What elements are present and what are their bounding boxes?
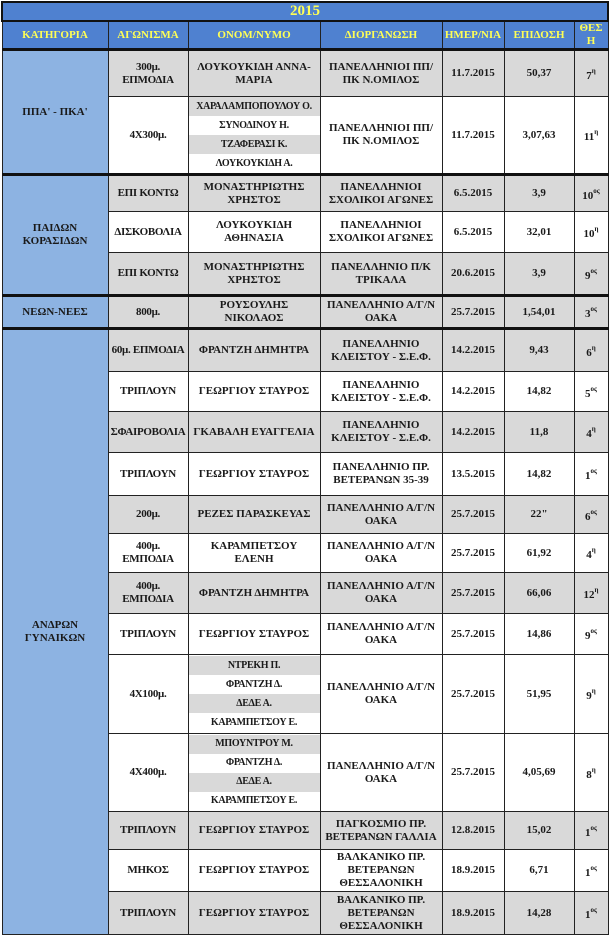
place-suffix: ος — [590, 906, 597, 914]
event-cell: 400μ. ΕΜΠΟΔΙΑ — [108, 534, 188, 573]
event-cell: 4Χ100μ. — [108, 655, 188, 734]
meet-cell: ΠΑΓΚΟΣΜΙΟ ΠΡ. ΒΕΤΕΡΑΝΩΝ ΓΑΛΛΙΑ — [320, 812, 442, 850]
date-cell: 25.7.2015 — [442, 296, 504, 329]
place-number: 10 — [582, 189, 594, 202]
date-cell: 25.7.2015 — [442, 734, 504, 812]
athlete-name-cell: ΓΕΩΡΓΙΟΥ ΣΤΑΥΡΟΣ — [188, 453, 320, 496]
relay-runner-name: ΦΡΑΝΤΖΗ Δ. — [189, 675, 320, 694]
result-cell: 3,07,63 — [504, 97, 574, 175]
event-cell: 800μ. — [108, 296, 188, 329]
date-cell: 11.7.2015 — [442, 50, 504, 97]
athlete-name-cell: ΓΕΩΡΓΙΟΥ ΣΤΑΥΡΟΣ — [188, 812, 320, 850]
place-number: 9 — [585, 269, 591, 282]
relay-names-cell — [188, 97, 320, 175]
header-place: ΘΕΣΗ — [574, 21, 608, 50]
result-cell: 15,02 — [504, 812, 574, 850]
result-cell: 9,43 — [504, 329, 574, 372]
place-number: 11 — [583, 131, 595, 143]
date-cell: 25.7.2015 — [442, 614, 504, 655]
result-cell: 14,86 — [504, 614, 574, 655]
place-number: 3 — [585, 308, 591, 320]
place-suffix: η — [591, 546, 596, 554]
result-cell: 61,92 — [504, 534, 574, 573]
meet-cell: ΠΑΝΕΛΛΗΝΙΟΙ ΣΧΟΛΙΚΟΙ ΑΓΩΝΕΣ — [320, 175, 442, 212]
athlete-name-cell: ΦΡΑΝΤΖΗ ΔΗΜΗΤΡΑ — [188, 329, 320, 372]
meet-cell: ΠΑΝΕΛΛΗΝΙΟ Α/Γ/Ν ΟΑΚΑ — [320, 573, 442, 614]
header-result: ΕΠΙΔΟΣΗ — [504, 21, 574, 50]
place-suffix: η — [591, 343, 596, 352]
place-cell — [574, 329, 608, 372]
relay-runner-name: ΧΑΡΑΛΑΜΠΟΠΟΥΛΟΥ Ο. — [189, 97, 320, 116]
result-cell: 6,71 — [504, 850, 574, 892]
header-category: ΚΑΤΗΓΟΡΙΑ — [2, 21, 108, 50]
result-cell: 1,54,01 — [504, 296, 574, 329]
event-cell: ΤΡΙΠΛΟΥΝ — [108, 453, 188, 496]
event-cell: ΤΡΙΠΛΟΥΝ — [108, 812, 188, 850]
relay-runner-name: ΔΕΔΕ Α. — [189, 694, 320, 713]
category-cell: ΠΑΙΔΩΝ ΚΟΡΑΣΙΔΩΝ — [2, 175, 108, 296]
results-table — [1, 1, 609, 935]
place-cell — [574, 850, 608, 892]
date-cell: 25.7.2015 — [442, 573, 504, 614]
meet-cell: ΒΑΛΚΑΝΙΚΟ ΠΡ. ΒΕΤΕΡΑΝΩΝ ΘΕΣΣΑΛΟΝΙΚΗ — [320, 892, 442, 935]
place-cell — [574, 50, 608, 97]
event-cell: ΤΡΙΠΛΟΥΝ — [108, 892, 188, 935]
place-suffix: η — [591, 687, 596, 695]
place-suffix: η — [594, 128, 599, 136]
header-row — [2, 21, 608, 50]
relay-runner-name: ΣΥΝΟΔΙΝΟΥ Η. — [189, 116, 320, 135]
place-suffix: η — [591, 765, 596, 774]
relay-names-cell — [188, 734, 320, 812]
athlete-name-cell: ΜΟΝΑΣΤΗΡΙΩΤΗΣ ΧΡΗΣΤΟΣ — [188, 175, 320, 212]
place-number: 1 — [585, 909, 591, 921]
category-cell: ΑΝΔΡΩΝ ΓΥΝΑΙΚΩΝ — [2, 329, 108, 935]
result-cell: 14,82 — [504, 453, 574, 496]
event-cell: 60μ. ΕΠΜΟΔΙΑ — [108, 329, 188, 372]
result-cell: 3,9 — [504, 175, 574, 212]
meet-cell: ΠΑΝΕΛΛΗΝΙΟ Α/Γ/Ν ΟΑΚΑ — [320, 496, 442, 534]
header-meet: ΔΙΟΡΓΑΝΩΣΗ — [320, 21, 442, 50]
place-cell — [574, 812, 608, 850]
place-number: 1 — [585, 470, 591, 482]
meet-cell: ΠΑΝΕΛΛΗΝΙΟ Α/Γ/Ν ΟΑΚΑ — [320, 534, 442, 573]
place-cell — [574, 175, 608, 212]
date-cell: 13.5.2015 — [442, 453, 504, 496]
meet-cell: ΒΑΛΚΑΝΙΚΟ ΠΡ. ΒΕΤΕΡΑΝΩΝ ΘΕΣΣΑΛΟΝΙΚΗ — [320, 850, 442, 892]
place-suffix: η — [591, 66, 596, 75]
place-cell — [574, 655, 608, 734]
place-number: 9 — [586, 690, 592, 702]
place-cell — [574, 892, 608, 935]
relay-runner-name: ΝΤΡΕΚΗ Π. — [189, 656, 320, 675]
category-cell: ΝΕΩΝ-ΝΕΕΣ — [2, 296, 108, 329]
relay-runner-name: ΚΑΡΑΜΠΕΤΣΟΥ Ε. — [189, 792, 320, 811]
header-name: ΟΝΟΜ/ΝΥΜΟ — [188, 21, 320, 50]
date-cell: 12.8.2015 — [442, 812, 504, 850]
meet-cell: ΠΑΝΕΛΛΗΝΙΟ Α/Γ/Ν ΟΑΚΑ — [320, 734, 442, 812]
meet-cell: ΠΑΝΕΛΛΗΝΙΟ Α/Γ/Ν ΟΑΚΑ — [320, 614, 442, 655]
event-cell: ΔΙΣΚΟΒΟΛΙΑ — [108, 212, 188, 253]
event-cell: ΤΡΙΠΛΟΥΝ — [108, 614, 188, 655]
event-cell: 200μ. — [108, 496, 188, 534]
place-cell — [574, 534, 608, 573]
meet-cell: ΠΑΝΕΛΛΗΝΙΟΙ ΠΠ/ΠΚ Ν.ΟΜΙΛΟΣ — [320, 50, 442, 97]
athlete-name-cell: ΦΡΑΝΤΖΗ ΔΗΜΗΤΡΑ — [188, 573, 320, 614]
event-cell: 4Χ300μ. — [108, 97, 188, 175]
date-cell: 20.6.2015 — [442, 253, 504, 296]
place-suffix: ος — [590, 863, 597, 872]
date-cell: 25.7.2015 — [442, 655, 504, 734]
athlete-name-cell: ΛΟΥΚΟΥΚΙΔΗ ΑΝΝΑ- ΜΑΡΙΑ — [188, 50, 320, 97]
table-row — [2, 50, 608, 97]
date-cell: 25.7.2015 — [442, 534, 504, 573]
result-cell: 32,01 — [504, 212, 574, 253]
event-cell: 300μ. ΕΠΜΟΔΙΑ — [108, 50, 188, 97]
header-event: ΑΓΩΝΙΣΜΑ — [108, 21, 188, 50]
table-row — [2, 329, 608, 372]
place-suffix: ος — [593, 186, 600, 195]
table-title: 2015 — [2, 2, 608, 21]
place-cell — [574, 296, 608, 329]
result-cell: 14,82 — [504, 372, 574, 412]
result-cell: 14,28 — [504, 892, 574, 935]
athlete-name-cell: ΓΕΩΡΓΙΟΥ ΣΤΑΥΡΟΣ — [188, 892, 320, 935]
meet-cell: ΠΑΝΕΛΛΗΝΙΟ ΚΛΕΙΣΤΟΥ - Σ.Ε.Φ. — [320, 329, 442, 372]
meet-cell: ΠΑΝΕΛΛΗΝΙΟ Π/Κ ΤΡΙΚΑΛΑ — [320, 253, 442, 296]
result-cell: 66,06 — [504, 573, 574, 614]
date-cell: 11.7.2015 — [442, 97, 504, 175]
relay-runner-name: ΤΖΑΦΕΡΑΣΙ Κ. — [189, 135, 320, 154]
place-cell — [574, 97, 608, 175]
result-cell: 4,05,69 — [504, 734, 574, 812]
meet-cell: ΠΑΝΕΛΛΗΝΙΟ ΚΛΕΙΣΤΟΥ - Σ.Ε.Φ. — [320, 412, 442, 453]
result-cell: 22" — [504, 496, 574, 534]
meet-cell: ΠΑΝΕΛΛΗΝΙΟΙ ΣΧΟΛΙΚΟΙ ΑΓΩΝΕΣ — [320, 212, 442, 253]
place-suffix: ος — [590, 627, 597, 635]
meet-cell: ΠΑΝΕΛΛΗΝΙΟ Α/Γ/Ν ΟΑΚΑ — [320, 296, 442, 329]
relay-names-cell — [188, 655, 320, 734]
place-number: 4 — [586, 549, 592, 561]
athlete-name-cell: ΓΕΩΡΓΙΟΥ ΣΤΑΥΡΟΣ — [188, 372, 320, 412]
place-suffix: η — [594, 586, 599, 594]
place-number: 9 — [585, 630, 591, 642]
place-suffix: η — [594, 225, 599, 233]
place-suffix: ος — [590, 467, 597, 475]
place-suffix: ος — [590, 305, 597, 313]
event-cell: ΤΡΙΠΛΟΥΝ — [108, 372, 188, 412]
relay-runner-name: ΔΕΔΕ Α. — [189, 773, 320, 792]
meet-cell: ΠΑΝΕΛΛΗΝΙΟ Α/Γ/Ν ΟΑΚΑ — [320, 655, 442, 734]
place-suffix: η — [591, 425, 596, 433]
header-date: ΗΜΕΡ/ΝΙΑ — [442, 21, 504, 50]
place-number: 12 — [583, 589, 595, 601]
place-suffix: ος — [590, 507, 597, 516]
place-cell — [574, 573, 608, 614]
place-suffix: ος — [590, 266, 597, 275]
date-cell: 18.9.2015 — [442, 850, 504, 892]
athlete-name-cell: ΓΕΩΡΓΙΟΥ ΣΤΑΥΡΟΣ — [188, 850, 320, 892]
place-number: 7 — [586, 69, 592, 82]
place-cell — [574, 496, 608, 534]
relay-runner-name: ΜΠΟΥΝΤΡΟΥ Μ. — [189, 735, 320, 754]
category-cell: ΠΠΑ' - ΠΚΑ' — [2, 50, 108, 175]
date-cell: 18.9.2015 — [442, 892, 504, 935]
place-cell — [574, 253, 608, 296]
relay-runner-name: ΛΟΥΚΟΥΚΙΔΗ Α. — [189, 154, 320, 173]
place-cell — [574, 212, 608, 253]
meet-cell: ΠΑΝΕΛΛΗΝΙΟΙ ΠΠ/ΠΚ Ν.ΟΜΙΛΟΣ — [320, 97, 442, 175]
relay-runner-name: ΦΡΑΝΤΖΗ Δ. — [189, 754, 320, 773]
meet-cell: ΠΑΝΕΛΛΗΝΙΟ ΠΡ. ΒΕΤΕΡΑΝΩΝ 35-39 — [320, 453, 442, 496]
place-cell — [574, 734, 608, 812]
event-cell: ΕΠΙ ΚΟΝΤΩ — [108, 175, 188, 212]
place-cell — [574, 412, 608, 453]
event-cell: ΣΦΑΙΡΟΒΟΛΙΑ — [108, 412, 188, 453]
result-cell: 50,37 — [504, 50, 574, 97]
place-cell — [574, 372, 608, 412]
event-cell: 400μ. ΕΜΠΟΔΙΑ — [108, 573, 188, 614]
place-cell — [574, 453, 608, 496]
place-number: 1 — [585, 866, 591, 879]
place-suffix: ος — [590, 823, 597, 832]
date-cell: 14.2.2015 — [442, 412, 504, 453]
athlete-name-cell: ΓΚΑΒΑΛΗ ΕΥΑΓΓΕΛΙΑ — [188, 412, 320, 453]
date-cell: 25.7.2015 — [442, 496, 504, 534]
result-cell: 11,8 — [504, 412, 574, 453]
athlete-name-cell: ΡΟΥΣΟΥΛΗΣ ΝΙΚΟΛΑΟΣ — [188, 296, 320, 329]
place-number: 10 — [583, 228, 595, 240]
place-number: 8 — [586, 768, 592, 781]
table-row — [2, 296, 608, 329]
date-cell: 6.5.2015 — [442, 175, 504, 212]
date-cell: 6.5.2015 — [442, 212, 504, 253]
athlete-name-cell: ΡΕΖΕΣ ΠΑΡΑΣΚΕΥΑΣ — [188, 496, 320, 534]
place-number: 4 — [586, 428, 592, 440]
event-cell: 4Χ400μ. — [108, 734, 188, 812]
event-cell: ΕΠΙ ΚΟΝΤΩ — [108, 253, 188, 296]
place-number: 6 — [586, 346, 592, 359]
place-number: 5 — [585, 387, 591, 400]
athlete-name-cell: ΚΑΡΑΜΠΕΤΣΟΥ ΕΛΕΝΗ — [188, 534, 320, 573]
place-number: 1 — [585, 826, 591, 839]
date-cell: 14.2.2015 — [442, 372, 504, 412]
athlete-name-cell: ΜΟΝΑΣΤΗΡΙΩΤΗΣ ΧΡΗΣΤΟΣ — [188, 253, 320, 296]
athlete-name-cell: ΓΕΩΡΓΙΟΥ ΣΤΑΥΡΟΣ — [188, 614, 320, 655]
date-cell: 14.2.2015 — [442, 329, 504, 372]
place-cell — [574, 614, 608, 655]
result-cell: 3,9 — [504, 253, 574, 296]
event-cell: ΜΗΚΟΣ — [108, 850, 188, 892]
place-number: 6 — [585, 510, 591, 523]
relay-runner-name: ΚΑΡΑΜΠΕΤΣΟΥ Ε. — [189, 713, 320, 732]
table-row — [2, 175, 608, 212]
place-suffix: ος — [590, 384, 597, 393]
meet-cell: ΠΑΝΕΛΛΗΝΙΟ ΚΛΕΙΣΤΟΥ - Σ.Ε.Φ. — [320, 372, 442, 412]
athlete-name-cell: ΛΟΥΚΟΥΚΙΔΗ ΑΘΗΝΑΣΙΑ — [188, 212, 320, 253]
result-cell: 51,95 — [504, 655, 574, 734]
